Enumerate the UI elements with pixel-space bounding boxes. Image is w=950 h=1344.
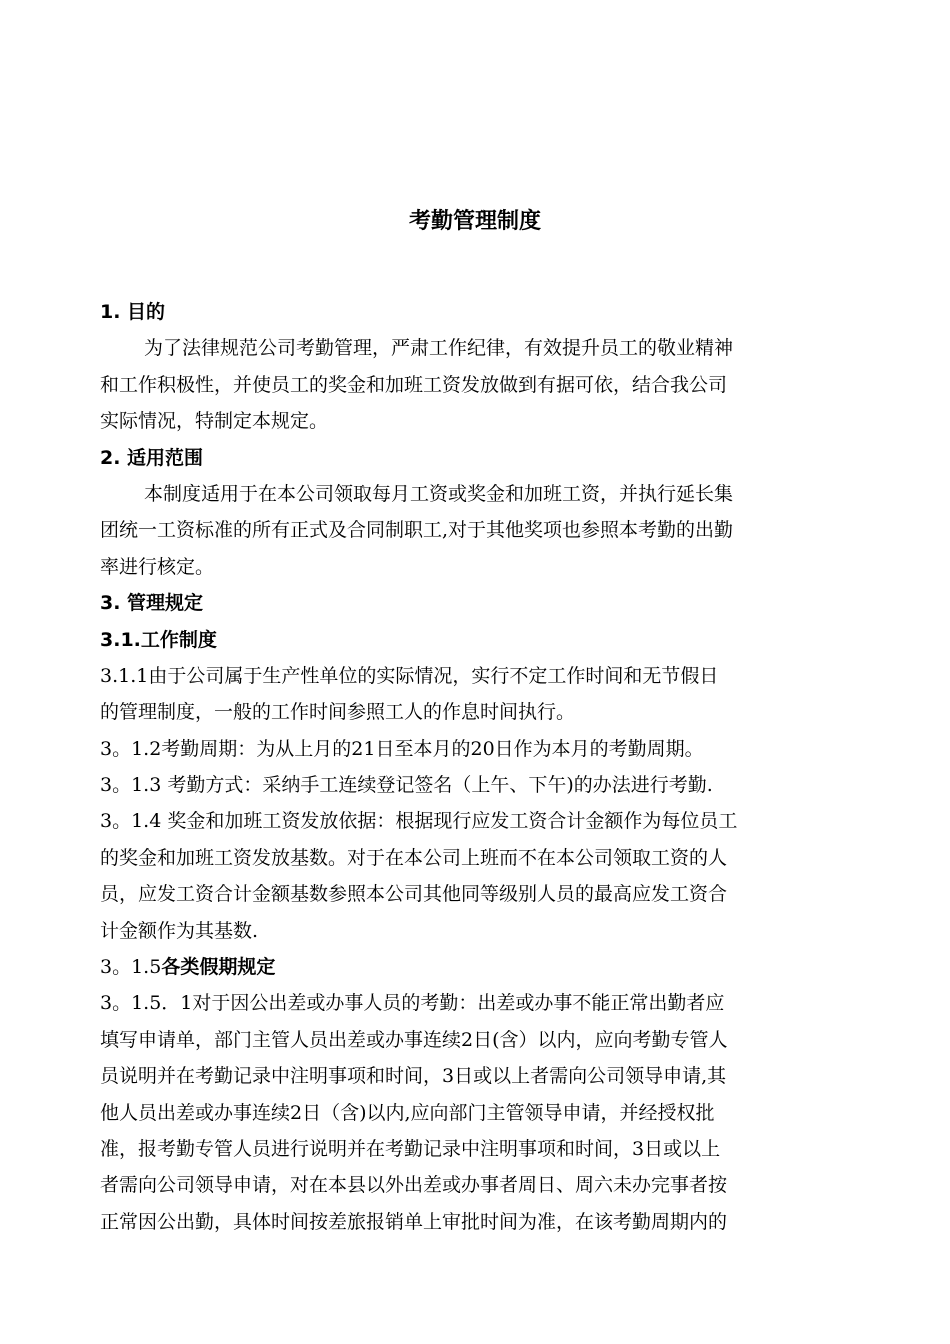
clause-3-1-5-1-line-2: 填写申请单，部门主管人员出差或办事连续2日(含）以内，应向考勤专管人 — [100, 1028, 728, 1051]
section-3-heading: 3. 管理规定 — [100, 592, 204, 615]
document-title: 考勤管理制度 — [408, 209, 541, 234]
clause-3-1-3: 3。1.3 考勤方式：采纳手工连续登记签名（上午、下午)的办法进行考勤. — [100, 774, 713, 797]
section-2-heading: 2. 适用范围 — [100, 446, 204, 469]
clause-3-1-2: 3。1.2考勤周期：为从上月的21日至本月的20日作为本月的考勤周期。 — [100, 737, 704, 760]
clause-3-1-5-number: 3。1.5 — [100, 956, 162, 979]
clause-3-1-5-1-line-5: 准，报考勤专管人员进行说明并在考勤记录中注明事项和时间，3日或以上 — [100, 1137, 721, 1160]
section-2-line-3: 率进行核定。 — [100, 555, 215, 578]
section-2-line-1: 本制度适用于在本公司领取每月工资或奖金和加班工资，并执行延长集 — [144, 482, 734, 505]
section-2-line-2: 团统一工资标准的所有正式及合同制职工,对于其他奖项也参照本考勤的出勤 — [100, 519, 734, 542]
clause-3-1-5-1-line-7: 正常因公出勤，具体时间按差旅报销单上审批时间为准，在该考勤周期内的 — [100, 1210, 728, 1233]
clause-3-1-5-title: 各类假期规定 — [161, 956, 276, 979]
document-body — [100, 294, 860, 1240]
clause-3-1-1-line-2: 的管理制度，一般的工作时间参照工人的作息时间执行。 — [100, 701, 576, 724]
clause-3-1-5-heading — [100, 949, 860, 985]
section-3-1-heading: 3.1.工作制度 — [100, 628, 217, 651]
section-1-line-1: 为了法律规范公司考勤管理，严肃工作纪律，有效提升员工的敬业精神 — [144, 337, 734, 360]
clause-3-1-4-line-2: 的奖金和加班工资发放基数。对于在本公司上班而不在本公司领取工资的人 — [100, 846, 728, 869]
clause-3-1-5-1-line-6: 者需向公司领导申请，对在本县以外出差或办事者周日、周六未办完事者按 — [100, 1174, 728, 1197]
section-1-line-2: 和工作积极性，并使员工的奖金和加班工资发放做到有据可依，结合我公司 — [100, 373, 728, 396]
clause-3-1-5-1-line-4: 他人员出差或办事连续2日（含)以内,应向部门主管领导申请，并经授权批 — [100, 1101, 715, 1124]
clause-3-1-4-line-4: 计金额作为其基数. — [100, 919, 259, 942]
clause-3-1-5-1-line-3: 员说明并在考勤记录中注明事项和时间，3日或以上者需向公司领导申请,其 — [100, 1065, 727, 1088]
clause-3-1-4-line-3: 员，应发工资合计金额基数参照本公司其他同等级别人员的最高应发工资合 — [100, 883, 728, 906]
clause-3-1-5-1-line-1: 3。1.5．1对于因公出差或办事人员的考勤：出差或办事不能正常出勤者应 — [100, 992, 725, 1015]
clause-3-1-1-line-1: 3.1.1由于公司属于生产性单位的实际情况，实行不定工作时间和无节假日 — [100, 664, 719, 687]
clause-3-1-4-line-1: 3。1.4 奖金和加班工资发放依据：根据现行应发工资合计金额作为每位员工 — [100, 810, 738, 833]
section-1-heading: 1. 目的 — [100, 301, 166, 323]
section-1-line-3: 实际情况，特制定本规定。 — [100, 410, 329, 433]
